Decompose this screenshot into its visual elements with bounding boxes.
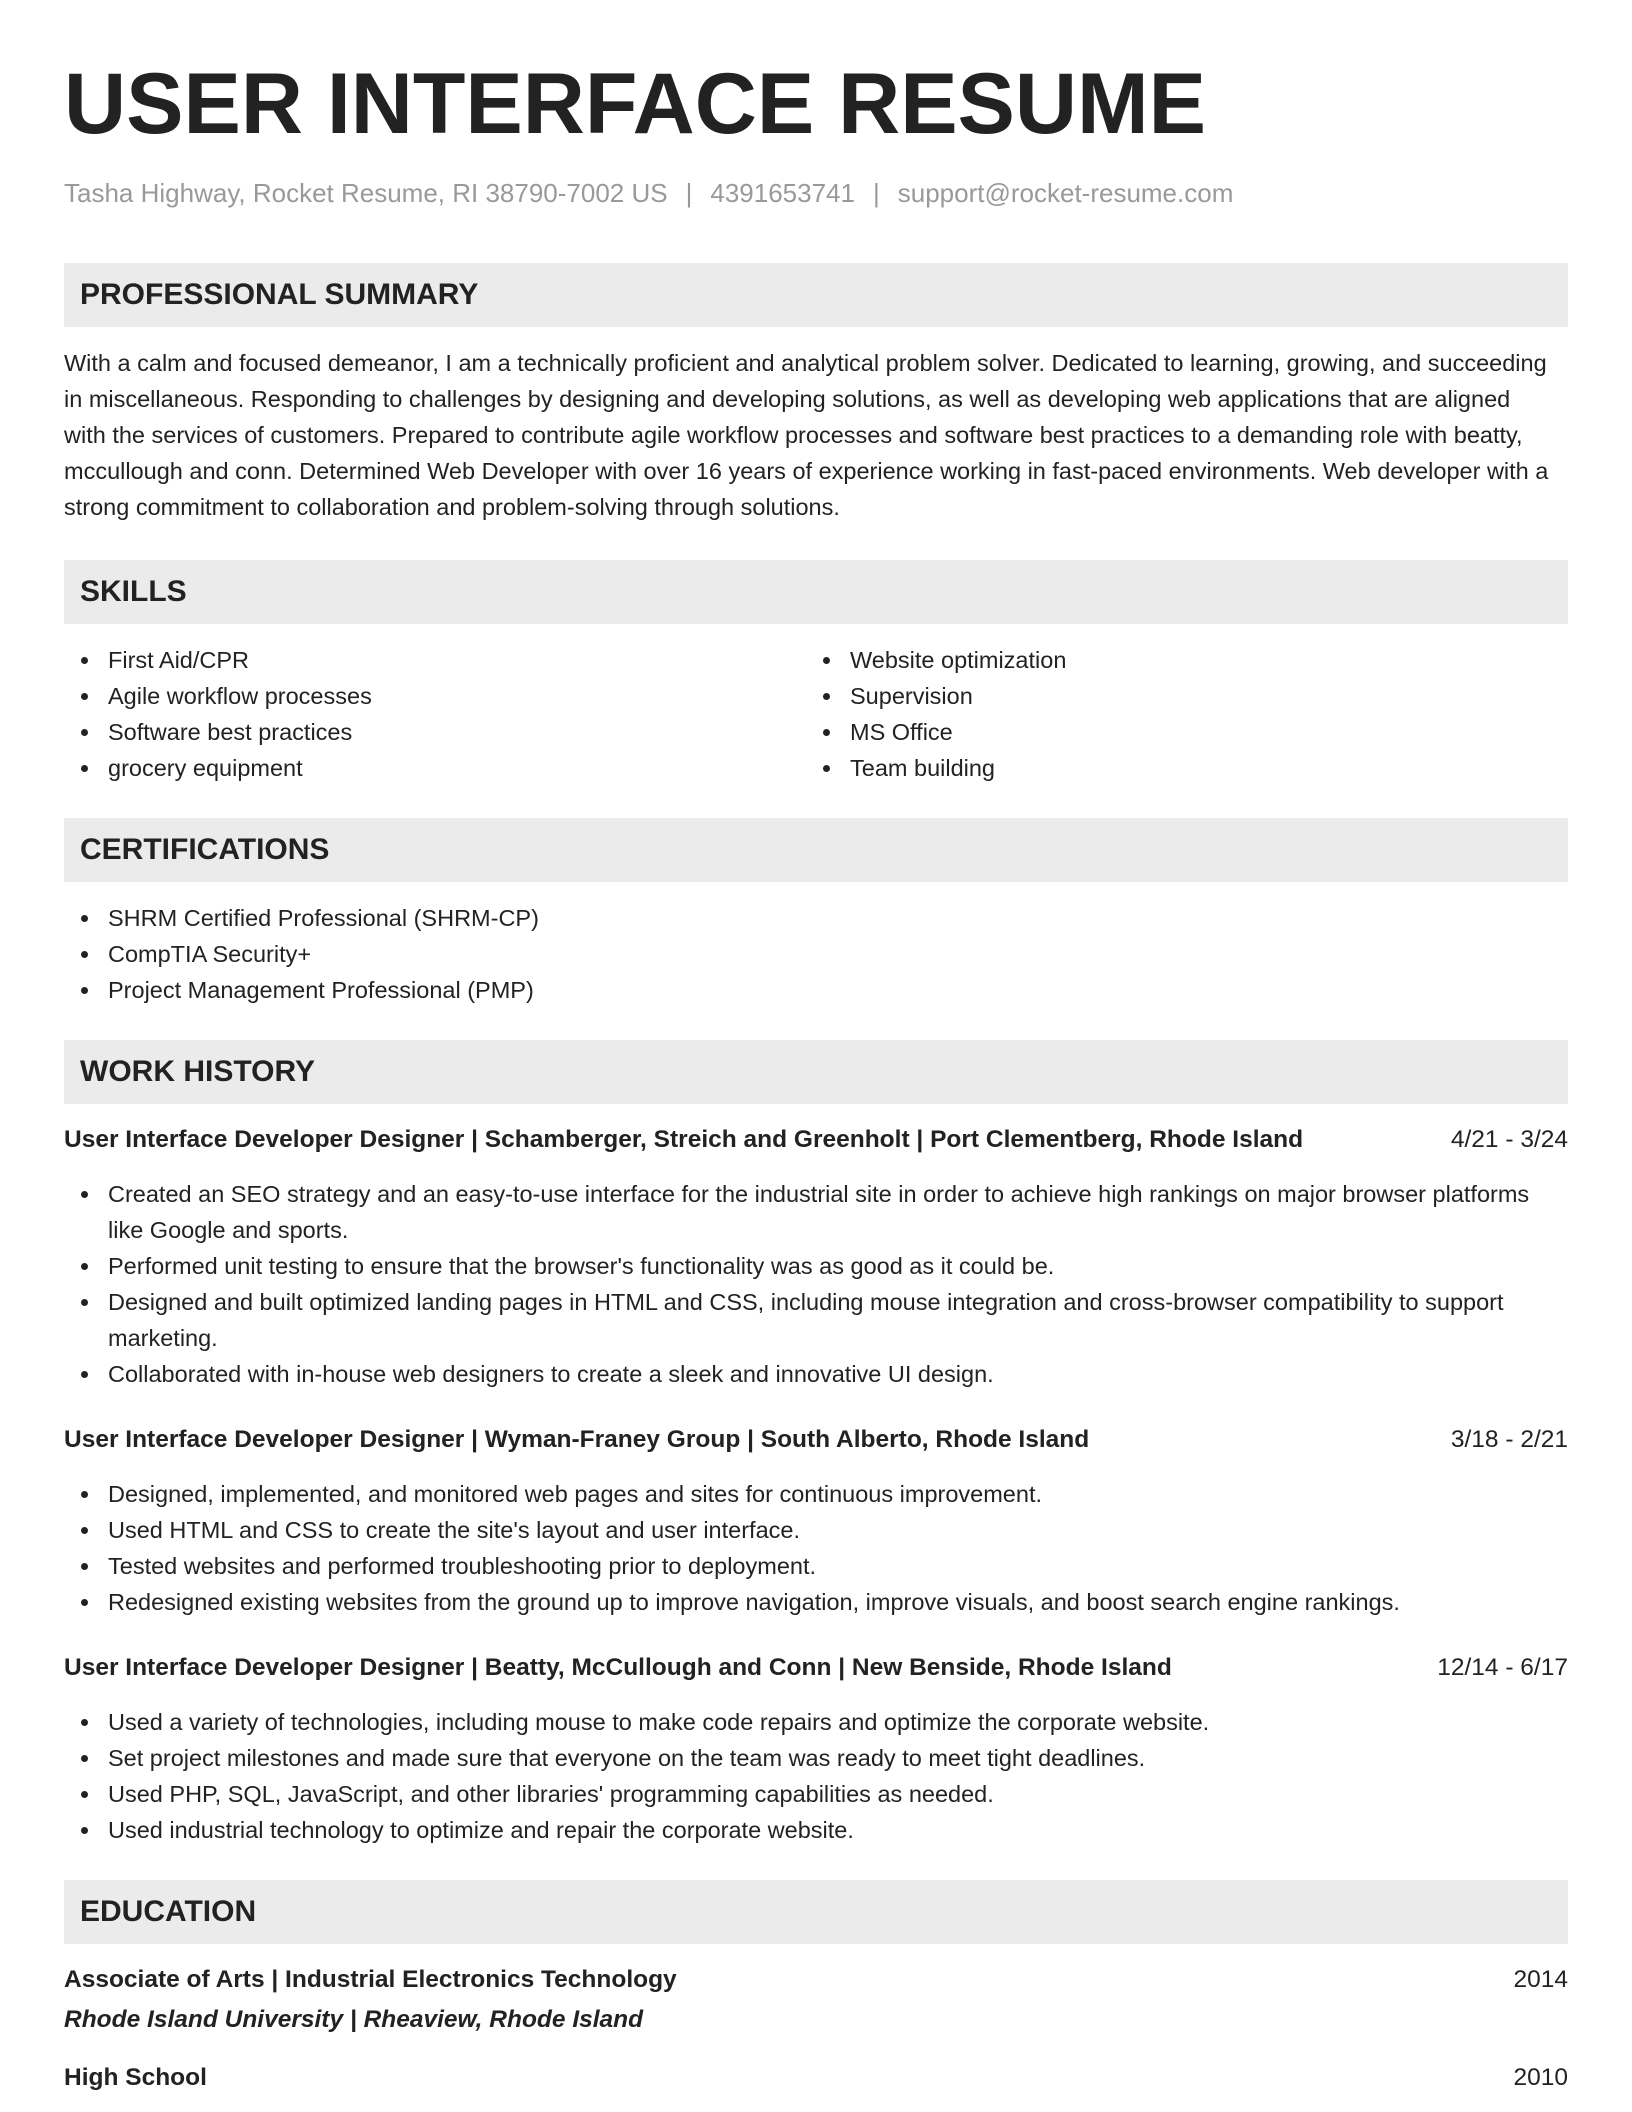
job-bullets	[64, 1704, 1568, 1848]
skill-item: Website optimization	[806, 642, 1548, 678]
skill-item: MS Office	[806, 714, 1548, 750]
skill-item: Team building	[806, 750, 1548, 786]
education-year: 2010	[1513, 2064, 1568, 2091]
job-bullet: Used HTML and CSS to create the site's layout and user interface.	[64, 1512, 1568, 1548]
job-bullet: Designed and built optimized landing pages in HTML and CSS, including mouse integration and cross-browser compatibility to support marketing.	[64, 1284, 1568, 1356]
job-bullet: Used PHP, SQL, JavaScript, and other libraries' programming capabilities as needed.	[64, 1776, 1568, 1812]
contact-address: Tasha Highway, Rocket Resume, RI 38790-7002 US	[64, 178, 668, 208]
skills-left-column	[64, 642, 806, 786]
certification-item: CompTIA Security+	[64, 936, 1568, 972]
job-title: User Interface Developer Designer | Schamberger, Streich and Greenholt | Port Clementberg, Rhode Island	[64, 1126, 1304, 1153]
job-header	[64, 1122, 1568, 1158]
education-heading: EDUCATION	[64, 1880, 1568, 1944]
work-history-heading: WORK HISTORY	[64, 1040, 1568, 1104]
education-degree: High School	[64, 2064, 207, 2091]
job-title: User Interface Developer Designer | Wyman-Franey Group | South Alberto, Rhode Island	[64, 1426, 1090, 1453]
summary-heading: PROFESSIONAL SUMMARY	[64, 263, 1568, 327]
certifications-heading: CERTIFICATIONS	[64, 818, 1568, 882]
job-dates: 12/14 - 6/17	[1437, 1654, 1568, 1681]
skill-item: Software best practices	[64, 714, 806, 750]
contact-separator: |	[685, 178, 693, 208]
contact-separator: |	[872, 178, 880, 208]
skill-item: First Aid/CPR	[64, 642, 806, 678]
job-dates: 3/18 - 2/21	[1450, 1426, 1568, 1453]
skill-item: Agile workflow processes	[64, 678, 806, 714]
certification-item: SHRM Certified Professional (SHRM-CP)	[64, 900, 1568, 936]
job-bullet: Designed, implemented, and monitored web pages and sites for continuous improvement.	[64, 1476, 1568, 1512]
job-bullet: Set project milestones and made sure that everyone on the team was ready to meet tight deadlines.	[64, 1740, 1568, 1776]
skills-right-column	[806, 642, 1548, 786]
summary-text: With a calm and focused demeanor, I am a technically proficient and analytical problem solver. Dedicated to learning, growing, and succeeding in miscellaneous. Responding to challenges by designing and developing solutions, as well as developing web applications that are aligned with the services of customers. Prepared to contribute agile workflow processes and software best practices to a demanding role with beatty, mccullough and conn. Determined Web Developer with over 16 years of experience working in fast-paced environments. Web developer with a strong commitment to collaboration and problem-solving through solutions.	[64, 350, 1549, 520]
job-title: User Interface Developer Designer | Beatty, McCullough and Conn | New Benside, Rhode Island	[64, 1654, 1172, 1681]
job-header	[64, 1422, 1568, 1458]
job-bullet: Used a variety of technologies, including mouse to make code repairs and optimize the corporate website.	[64, 1704, 1568, 1740]
contact-line	[64, 176, 1568, 210]
resume-title: USER INTERFACE RESUME	[64, 56, 1207, 152]
education-header	[64, 2060, 1568, 2096]
job-entry	[64, 1422, 1568, 1620]
education-header	[64, 1962, 1568, 1998]
education-year: 2014	[1513, 1966, 1568, 1993]
job-bullet: Created an SEO strategy and an easy-to-use interface for the industrial site in order to achieve high rankings on major browser platforms like Google and sports.	[64, 1176, 1568, 1248]
skills-heading: SKILLS	[64, 560, 1568, 624]
job-bullet: Tested websites and performed troubleshooting prior to deployment.	[64, 1548, 1568, 1584]
contact-phone: 4391653741	[710, 178, 855, 208]
skill-item: grocery equipment	[64, 750, 806, 786]
job-bullet: Used industrial technology to optimize and repair the corporate website.	[64, 1812, 1568, 1848]
education-entry	[64, 1962, 1568, 2038]
job-dates: 4/21 - 3/24	[1450, 1126, 1568, 1153]
skill-item: Supervision	[806, 678, 1548, 714]
contact-email: support@rocket-resume.com	[897, 178, 1234, 208]
certifications-list	[64, 900, 1568, 1008]
job-bullet: Redesigned existing websites from the ground up to improve navigation, improve visuals, and boost search engine rankings.	[64, 1584, 1568, 1620]
skills-grid	[64, 642, 1568, 786]
job-bullet: Collaborated with in-house web designers to create a sleek and innovative UI design.	[64, 1356, 1568, 1392]
education-entry	[64, 2060, 1568, 2096]
job-bullets	[64, 1176, 1568, 1392]
certification-item: Project Management Professional (PMP)	[64, 972, 1568, 1008]
job-bullet: Performed unit testing to ensure that the browser's functionality was as good as it could be.	[64, 1248, 1568, 1284]
education-degree: Associate of Arts | Industrial Electronics Technology	[64, 1966, 677, 1993]
job-header	[64, 1650, 1568, 1686]
education-school: Rhode Island University | Rheaview, Rhode Island	[64, 2006, 644, 2033]
job-entry	[64, 1650, 1568, 1848]
job-entry	[64, 1122, 1568, 1392]
job-bullets	[64, 1476, 1568, 1620]
